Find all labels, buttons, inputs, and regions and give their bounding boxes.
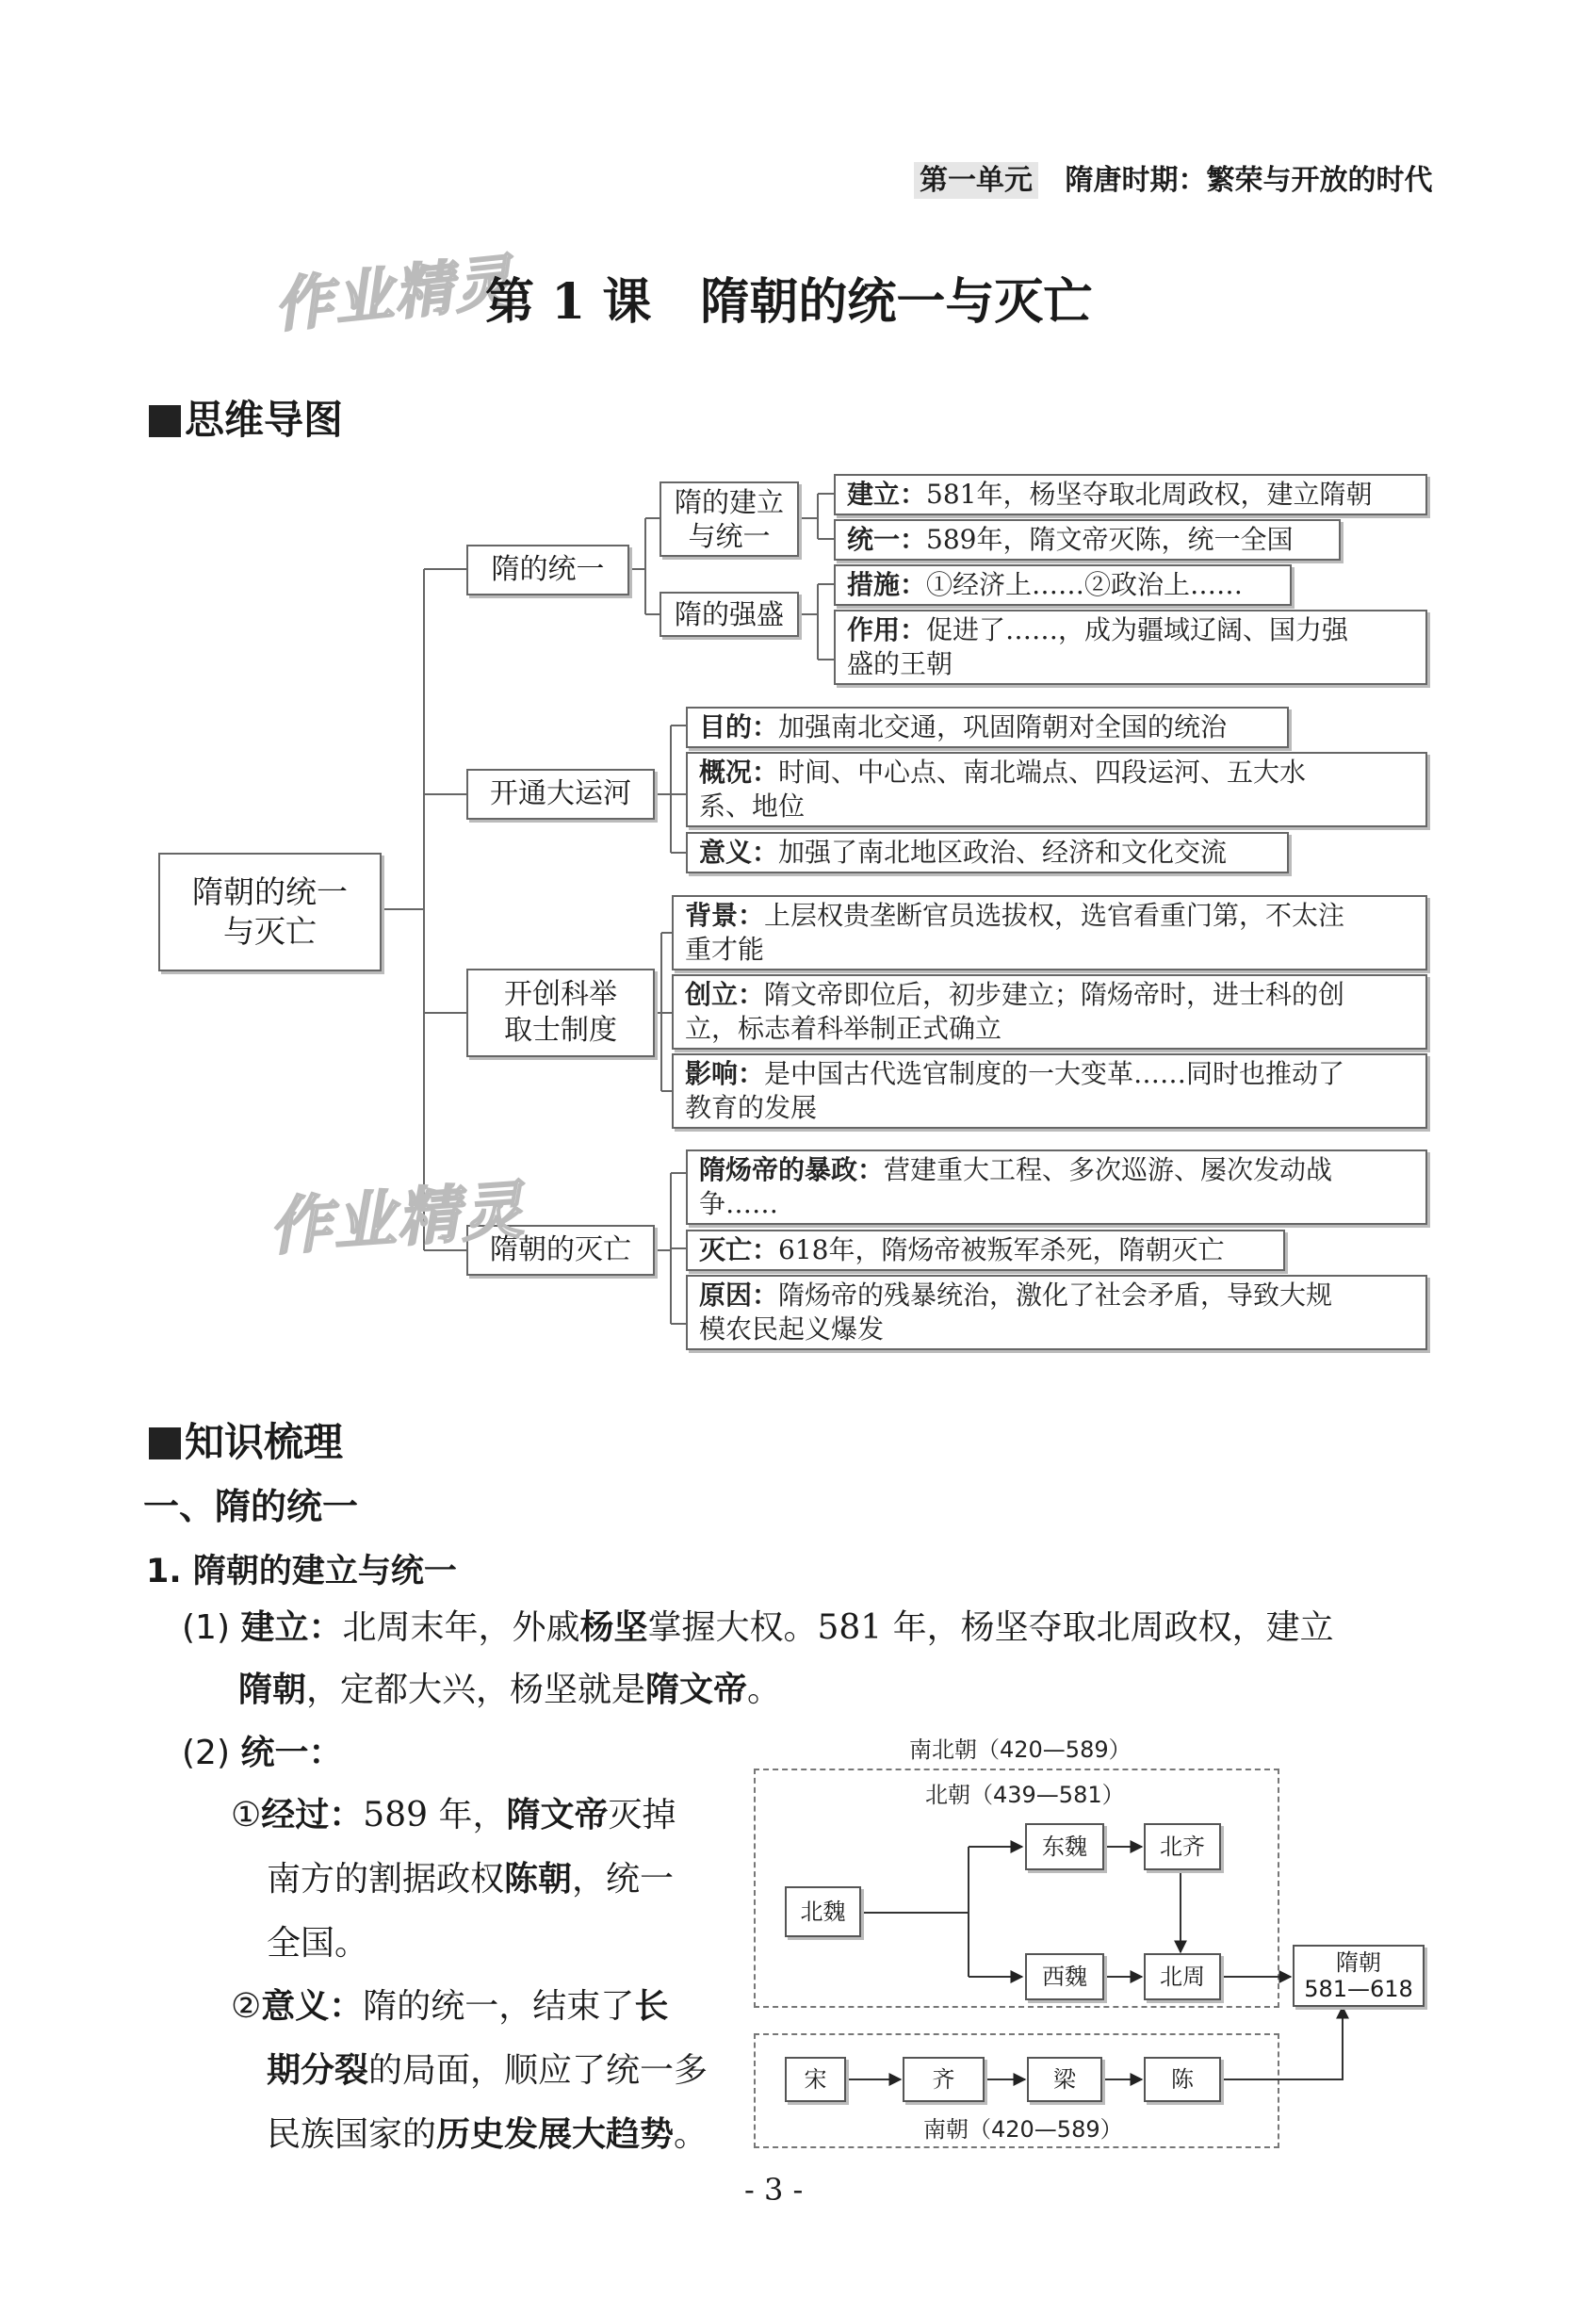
- flow-chen: 陈: [1144, 2057, 1221, 2102]
- heading-founding-unification: 1. 隋朝的建立与统一: [146, 1553, 457, 1590]
- para-process-num: ①: [231, 1796, 262, 1834]
- para-significance-t3: 民族国家的: [267, 2115, 437, 2154]
- leaf-exam-creation-line-1: 隋文帝即位后，初步建立；隋炀帝时，进士科的创: [764, 979, 1345, 1010]
- section-knowledge-label: 知识梳理: [185, 1419, 344, 1465]
- leaf-founding-text: 581年，杨坚夺取北周政权，建立隋朝: [926, 479, 1373, 510]
- leaf-exam-creation-line-2: 立，标志着科举制正式确立: [685, 1013, 1002, 1044]
- para-process-t1: 589 年，: [363, 1796, 507, 1834]
- unit-label: 第一单元: [914, 162, 1038, 199]
- para-founding-t4: 。: [747, 1671, 782, 1709]
- branch-sui-fall-label: 隋朝的灭亡: [490, 1233, 631, 1266]
- leaf-fall-cause-key: 原因：: [699, 1280, 779, 1311]
- leaf-canal-overview-key: 概况：: [699, 757, 779, 788]
- para-founding-num: (1): [182, 1608, 230, 1647]
- leaf-canal-overview-line-1: 时间、中心点、南北端点、四段运河、五大水: [778, 757, 1307, 788]
- leaf-canal-overview-line-2: 系、地位: [699, 791, 806, 822]
- para-process-b1: 隋文帝: [506, 1796, 609, 1834]
- leaf-exam-creation-key: 创立：: [685, 979, 765, 1010]
- flow-song: 宋: [785, 2057, 846, 2102]
- sub-founding-line-2: 与统一: [688, 520, 771, 552]
- para-founding-b1: 杨坚: [579, 1608, 648, 1647]
- leaf-exam-impact-line-2: 教育的发展: [685, 1092, 818, 1123]
- leaf-unify-text: 589年，隋文帝灭陈，统一全国: [926, 524, 1294, 555]
- leaf-exam-background-line-2: 重才能: [685, 934, 765, 965]
- label-southern-northern-dynasties: 南北朝（420—589）: [909, 1736, 1132, 1763]
- flow-sui-years: 581—618: [1304, 1976, 1413, 2002]
- leaf-effect-line-2: 盛的王朝: [847, 648, 953, 679]
- leaf-canal-significance-key: 意义：: [699, 837, 779, 868]
- leaf-tyranny-line-2: 争……: [699, 1188, 779, 1219]
- leaf-fall-cause-line-1: 隋炀帝的残暴统治，激化了社会矛盾，导致大规: [778, 1280, 1333, 1311]
- leaf-effect-line-1: 促进了……，成为疆域辽阔、国力强: [926, 614, 1349, 645]
- para-process-t3: 南方的割据政权: [267, 1860, 505, 1899]
- para-significance-t2: 的局面，顺应了统一多: [368, 2051, 708, 2090]
- leaf-fall-text: 618年，隋炀帝被叛军杀死，隋朝灭亡: [778, 1234, 1225, 1265]
- para-founding-b3: 隋文帝: [645, 1671, 748, 1709]
- para-unification-num: (2): [182, 1734, 230, 1772]
- leaf-exam-background-key: 背景：: [685, 900, 765, 931]
- watermark-top: 作业精灵: [270, 246, 518, 341]
- lesson-title: 第 1 课 隋朝的统一与灭亡: [485, 273, 1093, 331]
- branch-imperial-exam-line-2: 取士制度: [504, 1014, 617, 1047]
- sub-founding-line-1: 隋的建立: [674, 486, 784, 518]
- para-founding-key: 建立：: [240, 1608, 343, 1647]
- leaf-exam-impact-line-1: 是中国古代选官制度的一大变革……同时也推动了: [764, 1058, 1345, 1089]
- page-number: - 3 -: [744, 2172, 804, 2208]
- para-process-t2: 灭掉: [608, 1796, 676, 1834]
- para-process-t5: 全国。: [267, 1924, 369, 1963]
- leaf-canal-significance-text: 加强了南北地区政治、经济和文化交流: [778, 837, 1228, 868]
- para-significance-b1: 长: [634, 1987, 669, 2026]
- watermark-middle: 作业精灵: [267, 1173, 528, 1264]
- flow-northern-qi: 北齐: [1144, 1823, 1221, 1870]
- para-founding-b2: 隋朝: [238, 1671, 307, 1709]
- leaf-canal-purpose-text: 加强南北交通，巩固隋朝对全国的统治: [778, 711, 1228, 742]
- root-line-1: 隋朝的统一: [192, 873, 348, 910]
- leaf-tyranny-line-1: 营建重大工程、多次巡游、屡次发动战: [884, 1154, 1333, 1185]
- para-unification-key: 统一：: [240, 1734, 343, 1772]
- flow-sui-label: 隋朝: [1336, 1949, 1381, 1976]
- leaf-effect-key: 作用：: [847, 614, 927, 645]
- para-significance-t1: 隋的统一，结束了: [363, 1987, 635, 2026]
- leaf-measures-text: ①经济上……②政治上……: [926, 569, 1244, 600]
- branch-imperial-exam-line-1: 开创科举: [504, 978, 617, 1011]
- para-significance-num: ②: [231, 1987, 262, 2026]
- unit-title: 隋唐时期：繁荣与开放的时代: [1065, 164, 1433, 197]
- branch-grand-canal-label: 开通大运河: [490, 777, 631, 810]
- label-southern-dynasties: 南朝（420—589）: [923, 2116, 1123, 2143]
- para-significance-b3: 历史发展大趋势: [436, 2115, 675, 2154]
- flow-northern-zhou: 北周: [1144, 1953, 1221, 2000]
- section-mindmap-label: 思维导图: [185, 397, 344, 443]
- leaf-fall-cause-line-2: 模农民起义爆发: [699, 1313, 885, 1345]
- label-northern-dynasties: 北朝（439—581）: [925, 1782, 1125, 1808]
- para-founding-t3: ，定都大兴，杨坚就是: [306, 1671, 646, 1709]
- leaf-founding-key: 建立：: [847, 479, 927, 510]
- flow-eastern-wei: 东魏: [1025, 1823, 1104, 1870]
- flow-qi: 齐: [903, 2057, 985, 2102]
- leaf-exam-background-line-1: 上层权贵垄断官员选拔权，选官看重门第，不太注: [764, 900, 1345, 931]
- leaf-fall-key: 灭亡：: [699, 1234, 779, 1265]
- root-line-2: 与灭亡: [223, 913, 317, 950]
- para-significance-b2: 期分裂: [267, 2051, 369, 2090]
- flow-liang: 梁: [1027, 2057, 1102, 2102]
- flow-northern-wei: 北魏: [785, 1886, 861, 1937]
- para-significance-t4: 。: [674, 2115, 708, 2154]
- leaf-exam-impact-key: 影响：: [685, 1058, 765, 1089]
- leaf-canal-purpose-key: 目的：: [699, 711, 779, 742]
- leaf-tyranny-key: 隋炀帝的暴政：: [699, 1154, 885, 1185]
- flow-sui-dynasty: [1293, 1945, 1425, 2007]
- para-process-b2: 陈朝: [504, 1860, 573, 1899]
- para-founding-t1: 北周末年，外戚: [342, 1608, 580, 1647]
- para-process-t4: ，统一: [572, 1860, 675, 1899]
- para-process-key: 经过：: [261, 1796, 364, 1834]
- branch-sui-unification-label: 隋的统一: [491, 553, 605, 586]
- para-significance-key: 意义：: [261, 1987, 364, 2026]
- heading-sui-unification: 一、隋的统一: [143, 1486, 359, 1527]
- leaf-measures-key: 措施：: [847, 569, 927, 600]
- sub-prosperity-label: 隋的强盛: [674, 598, 784, 630]
- leaf-unify-key: 统一：: [847, 524, 927, 555]
- para-founding-t2: 掌握大权。581 年，杨坚夺取北周政权，建立: [647, 1608, 1334, 1647]
- flow-western-wei: 西魏: [1025, 1953, 1104, 2000]
